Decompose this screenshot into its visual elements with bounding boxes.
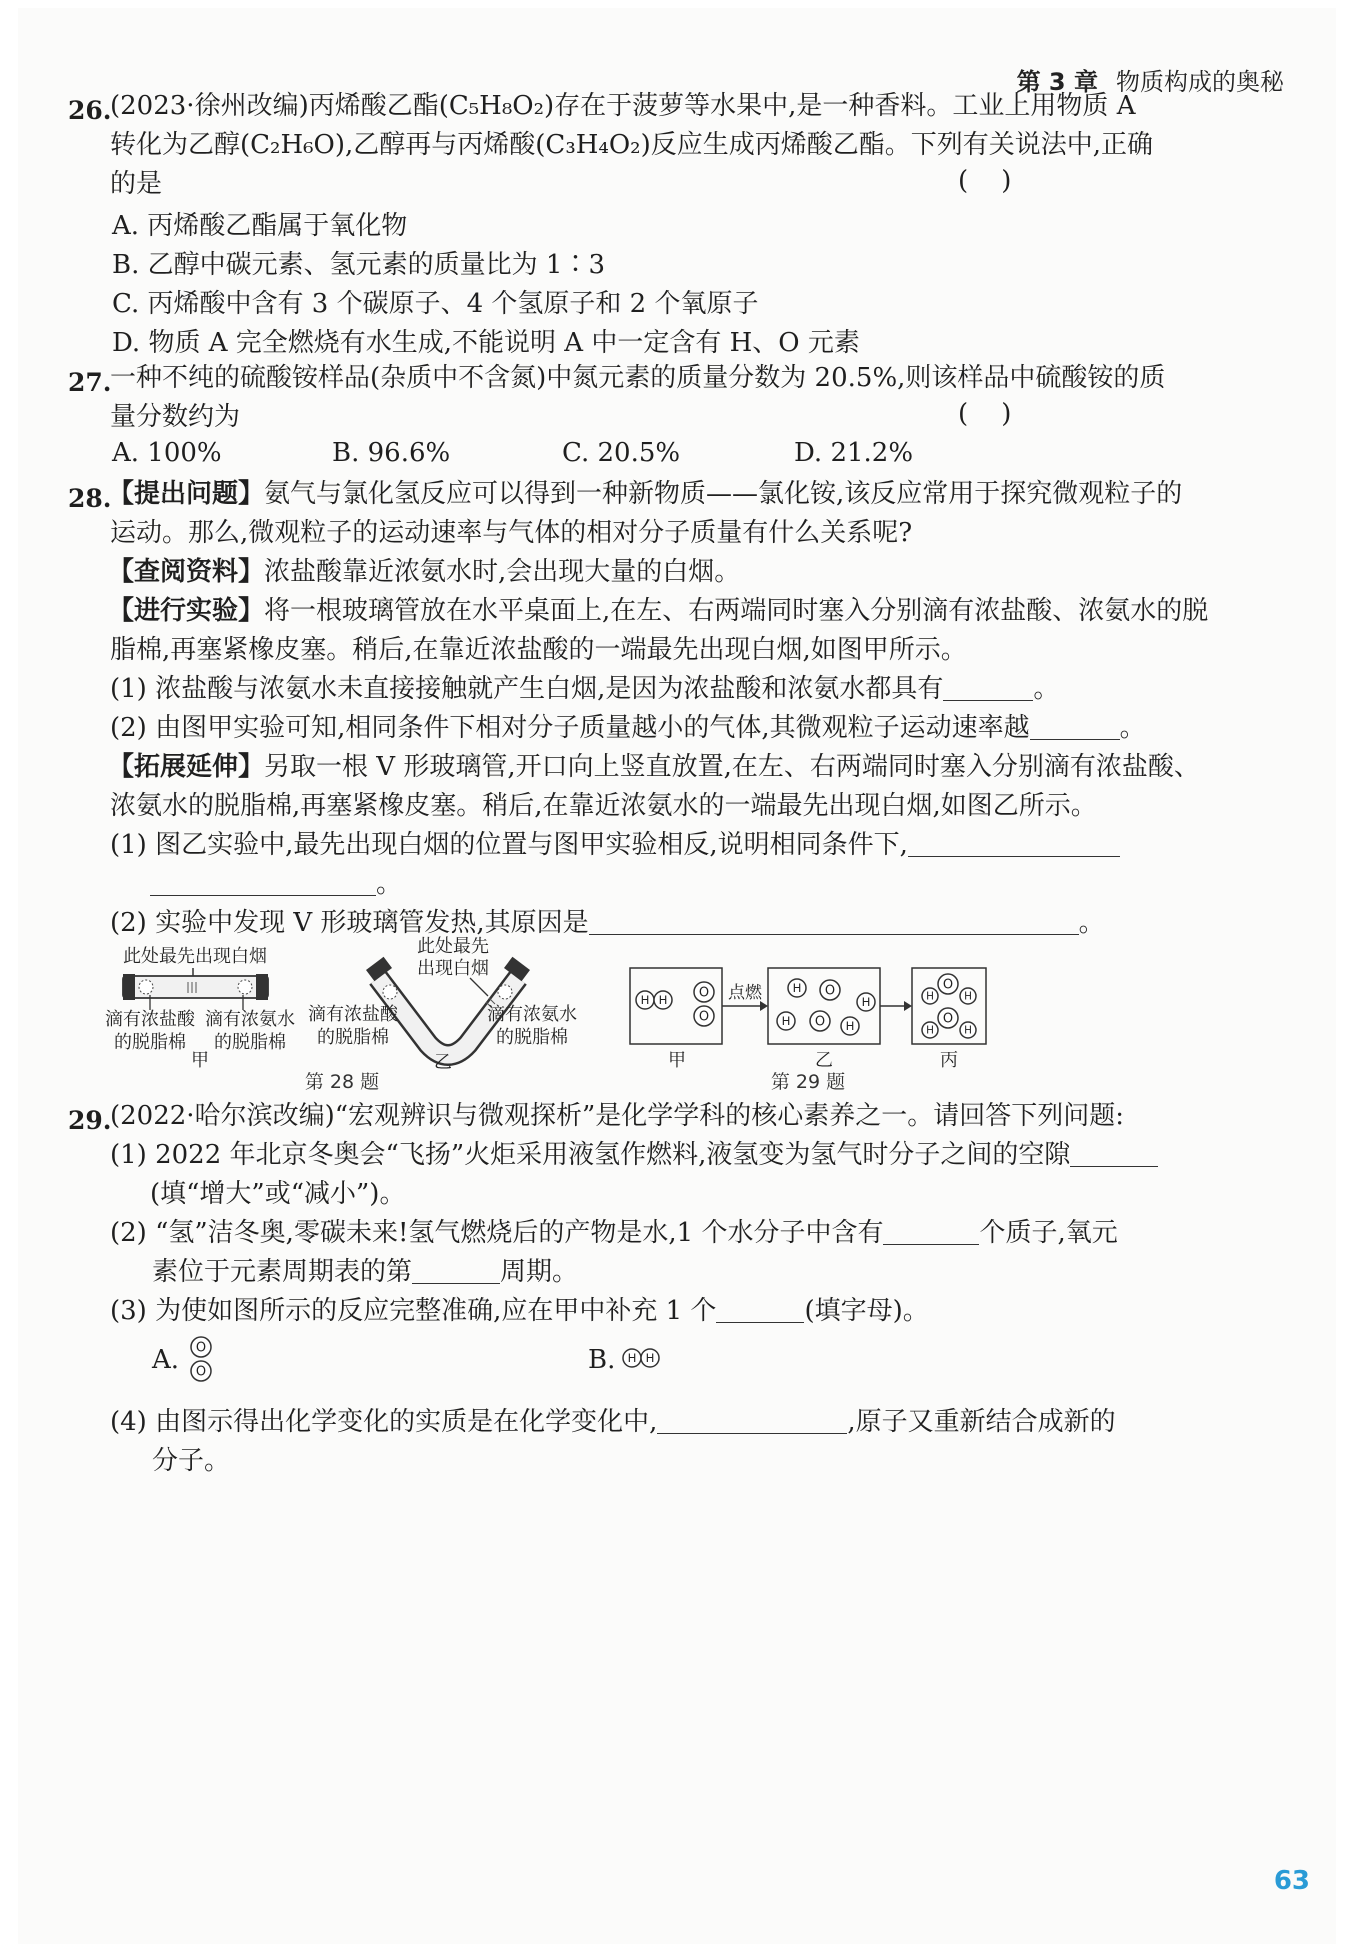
h-atom-icon: [922, 988, 938, 1004]
question-29-sub-2-text-a: (2) “氢”洁冬奥,零碳未来!氢气燃烧后的产物是水,1 个水分子中含有: [110, 1218, 884, 1248]
atom-group: [636, 974, 976, 1038]
o-atom-icon: [810, 1011, 830, 1031]
question-29-sub-3: [110, 1293, 929, 1329]
o-atom-icon: [820, 980, 840, 1000]
answer-blank-29-2a[interactable]: [883, 1218, 979, 1245]
h-atom-icon-symbol: H: [926, 1024, 934, 1037]
label-experiment: 【进行实验】: [108, 596, 265, 626]
question-29-sub-3-text: (3) 为使如图所示的反应完整准确,应在甲中补充 1 个: [110, 1296, 717, 1326]
question-29-line-1: (2022·哈尔滨改编)“宏观辨识与微观探析”是化学学科的核心素养之一。请回答下列问题:: [110, 1101, 1125, 1131]
h-atom-icon-symbol: H: [792, 981, 802, 996]
question-29-sub-2-cont: [152, 1254, 578, 1290]
h-atom-icon: [788, 979, 806, 997]
box-yi-label: 乙: [815, 1050, 833, 1071]
question-27-option-d[interactable]: D. 21.2%: [794, 438, 914, 468]
question-27-answer-bracket[interactable]: ( ): [958, 399, 1012, 429]
box-bing-label: 丙: [940, 1050, 958, 1071]
jia-right-stopper: [256, 974, 268, 1000]
h-atom-icon-symbol: H: [640, 993, 650, 1008]
question-27-option-b[interactable]: B. 96.6%: [332, 438, 451, 468]
h-atom-icon: [922, 1022, 938, 1038]
answer-blank-29-3[interactable]: [716, 1296, 804, 1323]
h-atom-icon-symbol: H: [781, 1014, 791, 1029]
sub-2-end: 。: [1119, 713, 1146, 743]
o-atom-icon-symbol: O: [698, 1009, 710, 1025]
o-atom-icon: [694, 1006, 714, 1026]
question-27-number: 27.: [68, 368, 112, 397]
question-26-number: 26.: [68, 96, 112, 125]
question-28-extension-text: 另取一根 V 形玻璃管,开口向上竖直放置,在左、右两端同时塞入分别滴有浓盐酸、: [264, 752, 1200, 782]
question-29-sub-4-text: (4) 由图示得出化学变化的实质是在化学变化中,: [110, 1407, 658, 1437]
chapter-number: 第 3 章: [1016, 68, 1098, 96]
option-a-o-atom-icon-symbol: O: [195, 1340, 207, 1356]
h-atom-icon-symbol: H: [658, 993, 668, 1008]
question-29-sub-4: [110, 1404, 1116, 1440]
o-atom-icon: [938, 974, 958, 994]
question-29-sub-3-end: (填字母)。: [804, 1296, 929, 1326]
o-atom-icon-symbol: O: [942, 977, 954, 993]
h-atom-icon-symbol: H: [964, 990, 972, 1003]
o-atom-icon-symbol: O: [814, 1014, 826, 1030]
option-a-o-atom-icon: [191, 1361, 211, 1381]
yi-left-label-2: 的脱脂棉: [317, 1027, 389, 1048]
question-26-line-2: 转化为乙醇(C₂H₆O),乙醇再与丙烯酸(C₃H₄O₂)反应生成丙烯酸乙酯。下列有关说法中,正确: [110, 130, 1153, 160]
jia-left-cotton: [139, 980, 153, 994]
jia-right-cotton: [238, 980, 252, 994]
figure-29-caption: 第 29 题: [770, 1071, 846, 1093]
jia-left-label-2: 的脱脂棉: [114, 1032, 186, 1053]
chapter-title: 物质构成的奥秘: [1116, 68, 1284, 96]
yi-right-label-1: 滴有浓氨水: [487, 1004, 577, 1025]
question-29-sub-2-text-b: 个质子,氧元: [979, 1218, 1118, 1248]
question-26-option-d[interactable]: D. 物质 A 完全燃烧有水生成,不能说明 A 中一定含有 H、O 元素: [112, 328, 860, 358]
question-29-sub-1: [110, 1137, 1158, 1173]
question-28-sub-1-text: (1) 浓盐酸与浓氨水未直接接触就产生白烟,是因为浓盐酸和浓氨水都具有: [110, 674, 944, 704]
question-29-option-a[interactable]: A.: [152, 1345, 180, 1375]
question-26-line-3: 的是: [110, 169, 163, 199]
figure-28-yi: [308, 936, 577, 1073]
question-29-option-b[interactable]: B.: [588, 1345, 616, 1375]
figure-28-caption: 第 28 题: [304, 1071, 380, 1093]
question-29-sub-4-end: 分子。: [152, 1446, 231, 1476]
h-atom-icon: [654, 991, 672, 1009]
option-b-h-atom-icon-symbol: H: [645, 1351, 655, 1366]
question-28-extension-line-2: 浓氨水的脱脂棉,再塞紧橡皮塞。稍后,在靠近浓氨水的一端最先出现白烟,如图乙所示。: [110, 791, 1097, 821]
h-atom-icon: [857, 993, 875, 1011]
question-28-ext-sub-2-text: (2) 实验中发现 V 形玻璃管发热,其原因是: [110, 908, 589, 938]
question-27-line-2: 量分数约为: [110, 402, 241, 432]
yi-top-label-2: 出现白烟: [417, 958, 489, 979]
yi-top-pointer: [470, 978, 488, 996]
option-b-h-atom-icon: [623, 1349, 641, 1367]
answer-blank-29-2b[interactable]: [412, 1257, 500, 1284]
jia-right-label-1: 滴有浓氨水: [205, 1009, 295, 1030]
h-atom-icon: [960, 1022, 976, 1038]
question-28-sub-2-text: (2) 由图甲实验可知,相同条件下相对分子质量越小的气体,其微观粒子运动速率越: [110, 713, 1030, 743]
o-atom-icon: [694, 982, 714, 1002]
jia-left-stopper: [123, 974, 135, 1000]
question-29-sub-2: [110, 1215, 1118, 1251]
option-a-o-atom-icon-symbol: O: [195, 1364, 207, 1380]
box-jia-label: 甲: [668, 1050, 686, 1071]
question-29-sub-1-cont: (填“增大”或“减小”)。: [150, 1179, 406, 1209]
question-28-problem-line-2: 运动。那么,微观粒子的运动速率与气体的相对分子质量有什么关系呢?: [110, 518, 913, 548]
question-28-number: 28.: [68, 484, 112, 513]
label-raise-question: 【提出问题】: [108, 479, 265, 509]
question-26-option-b[interactable]: B. 乙醇中碳元素、氢元素的质量比为 1∶3: [112, 250, 605, 280]
answer-blank-29-1[interactable]: [1070, 1140, 1158, 1167]
question-28-reference-text: 浓盐酸靠近浓氨水时,会出现大量的白烟。: [264, 557, 741, 587]
jia-figure-label: 甲: [191, 1050, 209, 1071]
h-atom-icon: [841, 1017, 859, 1035]
h-atom-icon-symbol: H: [926, 990, 934, 1003]
answer-blank-29-4[interactable]: [657, 1407, 847, 1434]
question-29-sub-2-text-c: 素位于元素周期表的第: [152, 1257, 413, 1287]
jia-top-label: 此处最先出现白烟: [123, 946, 267, 967]
o-atom-icon-symbol: O: [824, 983, 836, 999]
sub-1-end: 。: [1033, 674, 1060, 704]
h-atom-icon: [777, 1012, 795, 1030]
question-29-number: 29.: [68, 1106, 112, 1135]
yi-right-label-2: 的脱脂棉: [496, 1027, 568, 1048]
question-28-ext-sub-1-text: (1) 图乙实验中,最先出现白烟的位置与图甲实验相反,说明相同条件下,: [110, 830, 908, 860]
yi-left-label-1: 滴有浓盐酸: [308, 1004, 398, 1025]
option-a-o-atom-icon: [191, 1337, 211, 1357]
jia-right-label-2: 的脱脂棉: [214, 1032, 286, 1053]
question-28-problem-text: 氨气与氯化氢反应可以得到一种新物质——氯化铵,该反应常用于探究微观粒子的: [264, 479, 1183, 509]
option-b-h-atom-icon-symbol: H: [627, 1351, 637, 1366]
h-atom-icon: [960, 988, 976, 1004]
label-extension: 【拓展延伸】: [108, 752, 265, 782]
ext-sub-1-end: 。: [376, 869, 403, 899]
figure-28-jia: [105, 946, 295, 1071]
h-atom-icon-symbol: H: [845, 1019, 855, 1034]
yi-right-cotton: [498, 985, 512, 999]
yi-figure-label: 乙: [434, 1052, 452, 1073]
o-atom-icon: [938, 1008, 958, 1028]
o-atom-icon-symbol: O: [698, 985, 710, 1001]
h-atom-icon-symbol: H: [964, 1024, 972, 1037]
question-29-sub-1-text: (1) 2022 年北京冬奥会“飞扬”火炬采用液氢作燃料,液氢变为氢气时分子之间的空隙: [110, 1140, 1071, 1170]
label-reference: 【查阅资料】: [108, 557, 265, 587]
arrow-ignite-label: 点燃: [728, 983, 762, 1003]
question-26-option-c[interactable]: C. 丙烯酸中含有 3 个碳原子、4 个氢原子和 2 个氧原子: [112, 289, 759, 319]
question-28-experiment-line-2: 脂棉,再塞紧橡皮塞。稍后,在靠近浓盐酸的一端最先出现白烟,如图甲所示。: [110, 635, 967, 665]
question-27-line-1: 一种不纯的硫酸铵样品(杂质中不含氮)中氮元素的质量分数为 20.5%,则该样品中硫酸铵的质: [110, 363, 1166, 393]
arrow-form-head: [904, 1001, 912, 1011]
page-number: 63: [1273, 1866, 1310, 1896]
jia-left-label-1: 滴有浓盐酸: [105, 1009, 195, 1030]
o-atom-icon-symbol: O: [942, 1011, 954, 1027]
question-26-answer-bracket[interactable]: ( ): [958, 166, 1012, 196]
h-atom-icon-symbol: H: [861, 995, 871, 1010]
ext-sub-2-end: 。: [1078, 908, 1105, 938]
question-26-option-a[interactable]: A. 丙烯酸乙酯属于氧化物: [112, 211, 408, 241]
yi-top-label-1: 此处最先: [417, 936, 489, 957]
question-29-sub-2-text-d: 周期。: [500, 1257, 579, 1287]
yi-left-cotton: [383, 985, 397, 999]
option-b-h-atom-icon: [641, 1349, 659, 1367]
question-27-option-a[interactable]: A. 100%: [112, 438, 222, 468]
question-28-experiment-text: 将一根玻璃管放在水平桌面上,在左、右两端同时塞入分别滴有浓盐酸、浓氨水的脱: [264, 596, 1209, 626]
figure-29: [630, 968, 986, 1093]
h-atom-icon: [636, 991, 654, 1009]
question-26-line-1: (2023·徐州改编)丙烯酸乙酯(C₅H₈O₂)存在于菠萝等水果中,是一种香料。工业上用物质 A: [110, 91, 1136, 121]
question-29-sub-4-cont: ,原子又重新结合成新的: [847, 1407, 1116, 1437]
question-27-option-c[interactable]: C. 20.5%: [562, 438, 681, 468]
